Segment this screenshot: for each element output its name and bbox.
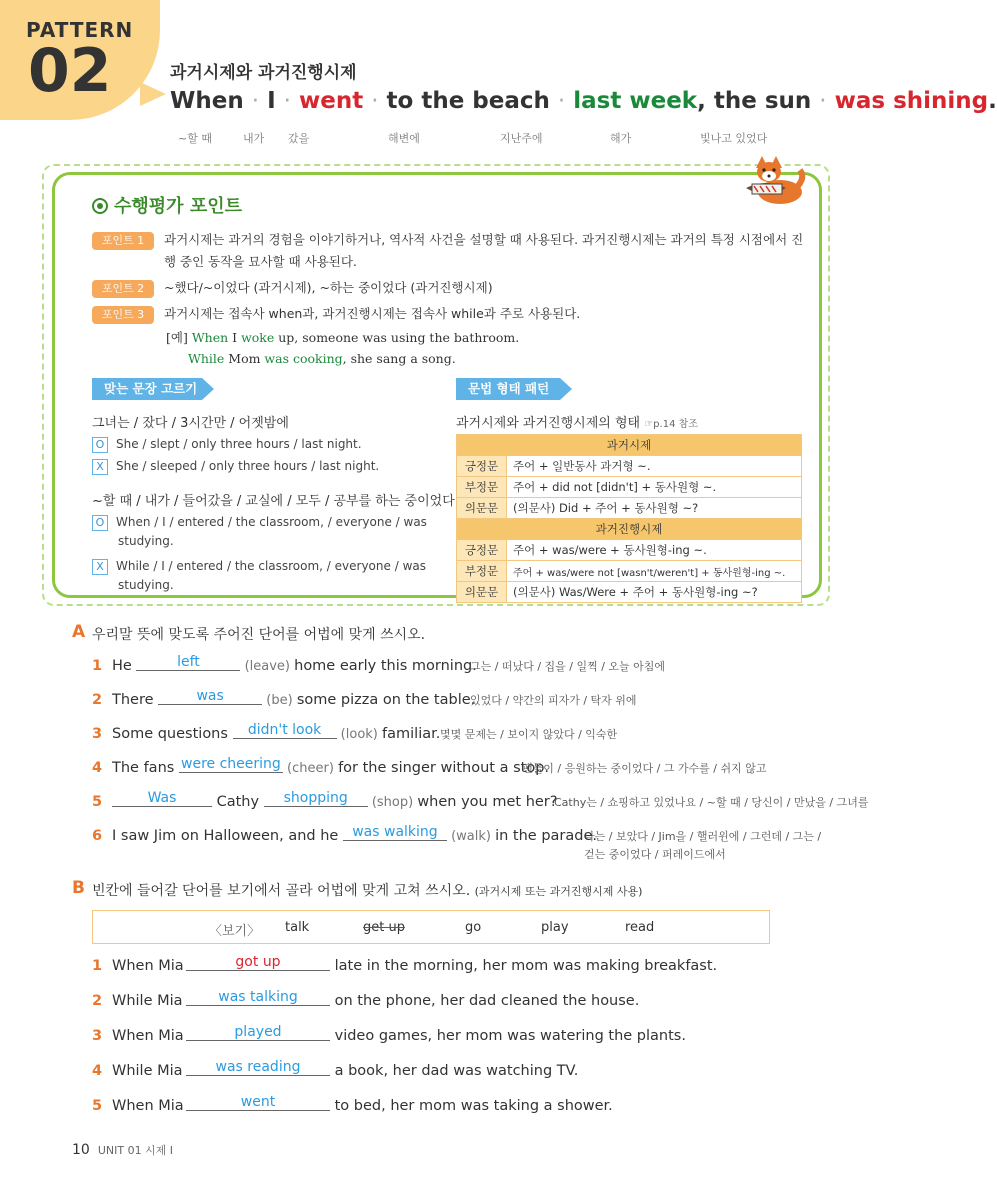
choose-tab: 맞는 문장 고르기	[92, 378, 202, 400]
table-row: 의문문 (의문사) Was/Were + 주어 + 동사원형-ing ~?	[457, 582, 802, 603]
pattern-label: PATTERN	[26, 18, 134, 42]
answer-blank[interactable]: got up	[186, 954, 330, 971]
answer-blank[interactable]: went	[186, 1094, 330, 1111]
grammar-table	[456, 434, 802, 603]
page-title: 과거시제와 과거진행시제	[170, 63, 357, 83]
table-row: 부정문 주어 + was/were not [wasn't/weren't] + 동사원형-ing ~.	[457, 561, 802, 582]
gloss-text: 해가	[610, 132, 632, 145]
exercise-item: 4 While Mia was reading a book, her dad was watching TV.	[92, 1059, 579, 1079]
choose-option: O When / I / entered / the classroom, / everyone / was	[92, 514, 427, 531]
gloss-text: 갔을	[288, 132, 310, 145]
point-tag: 포인트 1	[92, 232, 154, 250]
pattern-badge-tail	[140, 82, 166, 106]
answer-blank[interactable]: was walking	[343, 824, 447, 841]
gloss-text: 빛나고 있었다	[700, 132, 768, 145]
gloss-text: 지난주에	[500, 132, 543, 145]
grammar-subtitle: 과거시제와 과거진행시제의 형태 ☞p.14 참조	[456, 416, 698, 431]
gloss-text: 내가	[243, 132, 265, 145]
exercise-item: 5 Was Cathy shopping (shop) when you met her?	[92, 790, 558, 810]
sentence-word: last week	[573, 88, 698, 114]
sentence-word: .	[988, 88, 997, 114]
exercise-item: 5 When Mia went to bed, her mom was taking a shower.	[92, 1094, 613, 1114]
eval-title: 수행평가 포인트	[92, 192, 242, 218]
table-row: 부정문 주어 + did not [didn't] + 동사원형 ~.	[457, 477, 802, 498]
section-instruction: 빈칸에 들어갈 단어를 보기에서 골라 어법에 맞게 고쳐 쓰시오. (과거시제 또는 과거진행시제 사용)	[92, 883, 643, 899]
point-text: 과거시제는 과거의 경험을 이야기하거나, 역사적 사건을 설명할 때 사용된다. 과거진행시제는 과거의 특정 시점에서 진행 중인 동작을 묘사할 때 사용된다.	[164, 232, 804, 269]
word-option: get up	[363, 920, 405, 935]
answer-blank[interactable]: was	[158, 688, 262, 705]
separator-dot: ·	[557, 88, 566, 114]
gloss-text: 그는 / 떠났다 / 집을 / 일찍 / 오늘 아침에	[470, 660, 666, 673]
sentence-word: When	[170, 88, 244, 114]
example-sentence: [예] When I woke up, someone was using the bathroom.	[166, 330, 520, 345]
answer-blank[interactable]: were cheering	[179, 756, 283, 773]
table-row: 긍정문 주어 + 일반동사 과거형 ~.	[457, 456, 802, 477]
answer-blank[interactable]: Was	[112, 790, 212, 807]
section-letter: A	[72, 622, 86, 642]
sentence-word: , the sun	[697, 88, 812, 114]
section-instruction: 우리말 뜻에 맞도록 주어진 단어를 어법에 맞게 쓰시오.	[92, 627, 426, 643]
separator-dot: ·	[371, 88, 379, 114]
exercise-item: 2 There was (be) some pizza on the table.	[92, 688, 476, 708]
sentence-word: went	[298, 88, 364, 114]
unit-label: UNIT 01 시제 I	[97, 1144, 174, 1157]
point-text: ~했다/~이었다 (과거시제), ~하는 중이었다 (과거진행시제)	[164, 280, 493, 295]
table-row: 긍정문 주어 + was/were + 동사원형-ing ~.	[457, 540, 802, 561]
fox-icon	[736, 148, 806, 208]
answer-blank[interactable]: didn't look	[233, 722, 337, 739]
choose-question: 그녀는 / 잤다 / 3시간만 / 어젯밤에	[92, 416, 289, 431]
answer-blank[interactable]: was reading	[186, 1059, 330, 1076]
choose-option: X While / I / entered / the classroom, / everyone / was	[92, 558, 426, 575]
gloss-text: 몇몇 문제는 / 보이지 않았다 / 익숙한	[440, 728, 618, 741]
pattern-sentence	[170, 88, 997, 114]
gloss-text: Cathy는 / 쇼핑하고 있었나요 / ~할 때 / 당신이 / 만났을 / 그녀를	[554, 796, 869, 809]
word-option: read	[625, 920, 655, 935]
answer-blank[interactable]: was talking	[186, 989, 330, 1006]
page-footer	[72, 1142, 173, 1158]
answer-blank[interactable]: played	[186, 1024, 330, 1041]
table-row: 의문문 (의문사) Did + 주어 + 동사원형 ~?	[457, 498, 802, 519]
gloss-text: 해변에	[388, 132, 420, 145]
choose-option-cont: studying.	[118, 578, 174, 592]
exercise-item: 3 When Mia played video games, her mom was watering the plants.	[92, 1024, 686, 1044]
word-option: go	[465, 920, 482, 935]
target-icon	[92, 198, 108, 214]
separator-dot: ·	[251, 88, 260, 114]
grammar-tab: 문법 형태 패턴	[456, 378, 560, 400]
word-option: play	[541, 920, 569, 935]
separator-dot: ·	[819, 88, 827, 114]
gloss-text: 팬들이 / 응원하는 중이었다 / 그 가수를 / 쉬지 않고	[522, 762, 767, 775]
gloss-text: ~할 때	[178, 132, 212, 145]
point-tag: 포인트 2	[92, 280, 154, 298]
sentence-word: I	[267, 88, 276, 114]
section-letter: B	[72, 878, 85, 898]
exercise-item: 6 I saw Jim on Halloween, and he was walking (walk) in the parade.	[92, 824, 598, 844]
word-box-label: 〈보기〉	[209, 924, 261, 939]
point-text: 과거시제는 접속사 when과, 과거진행시제는 접속사 while과 주로 사용된다.	[164, 306, 581, 321]
exercise-item: 2 While Mia was talking on the phone, her dad cleaned the house.	[92, 989, 640, 1009]
exercise-item: 1 When Mia got up late in the morning, her mom was making breakfast.	[92, 954, 718, 974]
example-sentence: While Mom was cooking, she sang a song.	[188, 351, 456, 366]
choose-option: X She / sleeped / only three hours / last night.	[92, 458, 379, 475]
pattern-number: 02	[28, 36, 112, 106]
choose-option-cont: studying.	[118, 534, 174, 548]
table-header: 과거진행시제	[457, 519, 802, 540]
gloss-text: 걷는 중이었다 / 퍼레이드에서	[584, 848, 726, 861]
sentence-word: was shining	[834, 88, 989, 114]
exercise-item: 3 Some questions didn't look (look) familiar.	[92, 722, 441, 742]
separator-dot: ·	[283, 88, 291, 114]
word-box	[92, 910, 770, 944]
table-header: 과거시제	[457, 435, 802, 456]
choose-option: O She / slept / only three hours / last night.	[92, 436, 362, 453]
page-number: 10	[72, 1142, 90, 1158]
answer-blank[interactable]: left	[136, 654, 240, 671]
answer-blank[interactable]: shopping	[264, 790, 368, 807]
gloss-text: 있었다 / 약간의 피자가 / 탁자 위에	[470, 694, 637, 707]
choose-question: ~할 때 / 내가 / 들어갔을 / 교실에 / 모두 / 공부를 하는 중이었다	[92, 494, 455, 509]
gloss-text: 나는 / 보았다 / Jim을 / 핼러윈에 / 그런데 / 그는 /	[584, 830, 822, 843]
word-option: talk	[285, 920, 310, 935]
point-tag: 포인트 3	[92, 306, 154, 324]
exercise-item: 1 He left (leave) home early this morning.	[92, 654, 477, 674]
sentence-word: to the beach	[386, 88, 550, 114]
exercise-item: 4 The fans were cheering (cheer) for the singer without a stop.	[92, 756, 550, 776]
